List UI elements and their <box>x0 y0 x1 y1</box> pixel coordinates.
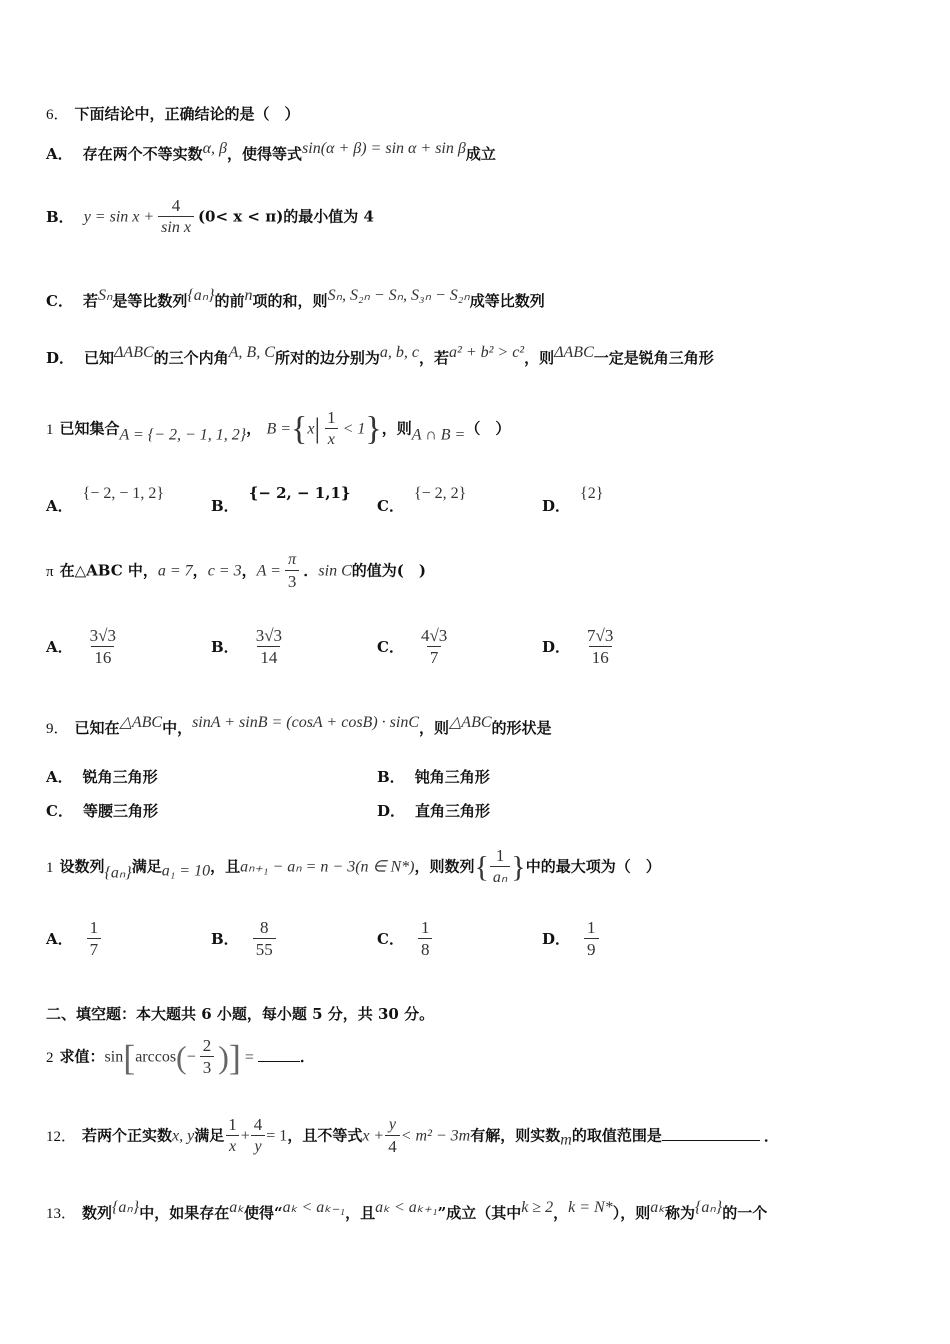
question-6-option-c <box>46 285 545 311</box>
option-value: {− 2, − 1,1} <box>248 484 351 502</box>
question-text: 设数列 <box>59 857 105 876</box>
question-text: ， <box>553 1204 569 1222</box>
option-label: A． <box>46 637 73 656</box>
question-text: ， <box>241 561 257 580</box>
question-number: 9． <box>46 721 69 737</box>
fraction-denominator: y <box>251 1135 264 1158</box>
option-label: B． <box>211 637 239 656</box>
fraction-numerator: 1 <box>89 918 99 937</box>
question-7-option-d[interactable] <box>542 482 604 515</box>
question-text: ，则数列 <box>414 857 475 876</box>
fraction-denominator: 16 <box>589 646 612 669</box>
question-13-stem <box>46 1197 767 1223</box>
fraction-denominator: 8 <box>418 938 433 961</box>
question-text: 的形状是 <box>491 719 552 737</box>
option-text: 的前 <box>214 292 245 310</box>
fraction-denominator: 3 <box>285 570 300 593</box>
question-6-option-d <box>46 344 714 368</box>
option-label: A． <box>46 497 73 515</box>
fraction-denominator: 7 <box>427 646 442 669</box>
fraction <box>87 918 102 961</box>
question-number: 13． <box>46 1206 77 1222</box>
question-7-option-a[interactable] <box>46 482 165 515</box>
question-9-option-b[interactable] <box>377 766 490 787</box>
option-label: A． <box>46 145 73 163</box>
question-10-option-b[interactable] <box>211 918 280 961</box>
math-expr: {aₙ} <box>187 287 215 304</box>
question-8-option-b[interactable] <box>211 626 289 669</box>
question-7-option-b[interactable] <box>211 482 351 515</box>
option-value: {− 2, − 1, 2} <box>82 485 165 502</box>
math-expr: x, y <box>172 1127 195 1145</box>
option-text: 项的和，则 <box>252 292 328 310</box>
math-expr: sinA + sinB = (cosA + cosB) · sinC <box>192 714 419 731</box>
math-expr: aₖ < aₖ₋₁ <box>282 1199 346 1216</box>
fraction-numerator: 4 <box>253 1115 263 1134</box>
question-text: 中的最大项为（ ） <box>525 857 661 876</box>
fraction-denominator: sin x <box>158 216 194 239</box>
math-expr: + <box>240 1127 250 1145</box>
question-text: ． <box>303 561 319 580</box>
question-6-stem <box>46 103 300 124</box>
fraction-denominator: 9 <box>584 938 599 961</box>
option-text: 成立 <box>465 145 496 163</box>
question-text: ，且 <box>210 857 241 876</box>
question-number: 6． <box>46 107 69 123</box>
fraction-numerator: 1 <box>495 846 505 865</box>
question-8-stem <box>46 550 426 593</box>
bar: | <box>314 413 321 445</box>
question-text: 的值为( ) <box>351 561 426 580</box>
question-8-option-a[interactable] <box>46 626 123 669</box>
math-expr: < m² − 3m <box>400 1127 471 1145</box>
question-6-option-b <box>46 196 374 239</box>
option-text: 若 <box>82 292 98 310</box>
math-expr: A = <box>256 562 281 580</box>
question-7-stem <box>46 408 510 451</box>
math-expr: A = {− 2, − 1, 1, 2} <box>119 426 247 444</box>
option-label: A． <box>46 929 73 948</box>
question-text: 的取值范围是 <box>571 1126 662 1145</box>
fraction <box>87 626 119 669</box>
option-label: C． <box>377 497 404 515</box>
option-label: B． <box>377 768 405 786</box>
option-label: C． <box>377 637 404 656</box>
brace-right: } <box>511 850 526 884</box>
math-expr: arccos <box>135 1048 177 1066</box>
fraction-numerator: y <box>388 1116 397 1133</box>
paren-left: ( <box>176 1039 187 1075</box>
answer-blank[interactable] <box>662 1140 760 1141</box>
fraction <box>253 918 276 961</box>
fraction <box>253 626 285 669</box>
fraction-numerator: 7√3 <box>587 626 614 645</box>
fraction-numerator: 3√3 <box>255 626 283 645</box>
math-expr: ΔABC <box>554 344 594 361</box>
option-label: D． <box>542 929 571 948</box>
option-label: C． <box>46 802 73 820</box>
math-expr: B = <box>266 420 292 438</box>
question-text: 中，如果存在 <box>139 1204 230 1222</box>
option-text: 成等比数列 <box>469 292 545 310</box>
fraction-numerator: 1 <box>327 408 336 427</box>
math-expr: {aₙ} <box>112 1199 140 1216</box>
question-text: ， <box>246 419 262 438</box>
question-text: ． <box>299 1047 315 1066</box>
math-expr: Sₙ, S₂ₙ − Sₙ, S₃ₙ − S₂ₙ <box>327 287 470 304</box>
fraction-numerator: 2 <box>202 1036 212 1055</box>
option-text: 一定是锐角三角形 <box>593 349 714 367</box>
fraction-denominator: 7 <box>87 938 102 961</box>
fraction <box>584 626 616 669</box>
fraction <box>385 1115 400 1158</box>
math-expr: a² + b² > c² <box>449 344 525 361</box>
option-text: 的三个内角 <box>153 349 229 367</box>
math-expr: aₖ < aₖ₊₁ <box>375 1199 438 1216</box>
math-expr: < 1 <box>342 420 366 438</box>
question-text: ，则 <box>418 719 449 737</box>
option-text: ，若 <box>419 349 450 367</box>
question-7-option-c[interactable] <box>377 482 467 515</box>
question-text: 求值： <box>59 1047 105 1066</box>
fraction <box>490 846 510 889</box>
option-label: C． <box>377 929 404 948</box>
fraction <box>285 550 300 593</box>
question-text: ），则 <box>612 1204 651 1222</box>
question-text: ，且 <box>345 1204 376 1222</box>
option-label: B． <box>211 929 239 948</box>
fraction-denominator: aₙ <box>490 866 510 889</box>
option-text: 钝角三角形 <box>414 768 490 786</box>
option-text: 等腰三角形 <box>82 802 158 820</box>
question-text: 已知在 <box>74 719 120 737</box>
section-2-heading: 二、填空题：本大题共 6 小题，每小题 5 分，共 30 分。 <box>46 1005 435 1023</box>
question-12-stem <box>46 1115 779 1158</box>
fraction-numerator: π <box>288 551 297 568</box>
brace-left: { <box>291 410 308 448</box>
option-text: ，使得等式 <box>227 145 303 163</box>
question-text: 已知集合 <box>59 419 120 438</box>
fraction <box>158 196 194 239</box>
question-9-option-d[interactable] <box>377 800 490 821</box>
math-expr: = 1 <box>266 1127 288 1145</box>
question-text: 满足 <box>194 1126 225 1145</box>
fraction-numerator: 1 <box>587 918 596 937</box>
question-text: ”成立（其中 <box>437 1204 522 1222</box>
option-label: C． <box>46 292 73 310</box>
math-expr: {aₙ} <box>695 1199 723 1216</box>
math-expr: A, B, C <box>228 344 275 361</box>
fraction <box>418 918 433 961</box>
option-label: D． <box>377 802 406 820</box>
math-expr: α, β <box>202 140 228 157</box>
option-label: B． <box>211 497 239 515</box>
option-text: 存在两个不等实数 <box>82 145 203 163</box>
option-text: (0< x < π)的最小值为 4 <box>197 207 374 226</box>
fraction-denominator: 55 <box>253 938 276 961</box>
math-expr: x + <box>362 1127 385 1145</box>
paren-right: ) <box>218 1039 229 1075</box>
fraction <box>584 918 599 961</box>
option-text: 已知 <box>84 349 115 367</box>
question-text: （ ） <box>465 419 511 438</box>
answer-blank[interactable] <box>258 1061 300 1062</box>
option-text: 锐角三角形 <box>82 768 158 786</box>
fraction <box>200 1036 215 1079</box>
fraction-denominator: x <box>226 1135 239 1158</box>
question-9-option-a[interactable] <box>46 766 158 787</box>
question-text: 数列 <box>82 1204 113 1222</box>
question-number: 2 <box>46 1049 54 1066</box>
brace-left: { <box>474 850 489 884</box>
fraction <box>225 1115 240 1158</box>
math-expr: sin C <box>318 562 352 580</box>
option-label: D． <box>542 497 571 515</box>
math-expr: y = sin x + <box>83 208 155 226</box>
option-text: ，则 <box>524 349 555 367</box>
question-text: 若两个正实数 <box>82 1126 173 1145</box>
question-text: 使得“ <box>244 1204 283 1222</box>
fraction <box>251 1115 266 1158</box>
math-expr: a, b, c <box>379 344 419 361</box>
option-label: B． <box>46 207 74 226</box>
fraction-denominator: 16 <box>91 646 114 669</box>
option-value: {2} <box>580 485 604 502</box>
brace-right: } <box>365 410 382 448</box>
math-expr: aₖ <box>650 1199 666 1216</box>
question-number: 12． <box>46 1128 77 1145</box>
math-expr: − <box>186 1048 196 1066</box>
math-expr: A ∩ B = <box>411 426 466 444</box>
fraction <box>418 626 450 669</box>
math-expr: n <box>244 287 253 304</box>
question-text: 满足 <box>131 857 162 876</box>
bracket-right: ] <box>228 1037 241 1078</box>
fraction-denominator: 3 <box>200 1056 215 1079</box>
question-10-option-d[interactable] <box>542 918 603 961</box>
math-expr: Sₙ <box>97 287 113 304</box>
math-expr: △ABC <box>449 714 492 731</box>
question-9-stem <box>46 712 552 738</box>
option-text: 是等比数列 <box>112 292 188 310</box>
math-expr: {aₙ} <box>104 864 132 882</box>
option-label: D． <box>542 637 571 656</box>
question-text: 在△ABC 中， <box>59 561 158 580</box>
math-expr: k = N* <box>568 1199 613 1216</box>
question-number: 1 <box>46 421 54 438</box>
fraction-numerator: 8 <box>259 918 269 937</box>
math-expr: △ABC <box>119 714 163 731</box>
question-text: 称为 <box>665 1204 696 1222</box>
option-label: A． <box>46 768 73 786</box>
math-expr: aₙ₊₁ − aₙ = n − 3(n ∈ N*) <box>240 858 415 876</box>
math-expr: sin <box>104 1048 124 1066</box>
question-text: ，则 <box>381 419 412 438</box>
option-text: 所对的边分别为 <box>274 349 380 367</box>
option-text: 直角三角形 <box>415 802 491 820</box>
question-8-option-d[interactable] <box>542 626 620 669</box>
math-expr: sin(α + β) = sin α + sin β <box>302 140 466 157</box>
question-text: 有解，则实数 <box>470 1126 561 1145</box>
question-text: 下面结论中，正确结论的是（ ） <box>74 105 300 123</box>
fraction-denominator: x <box>325 428 338 451</box>
math-expr: = <box>244 1048 254 1066</box>
question-text: ，且不等式 <box>287 1126 363 1145</box>
question-11-stem <box>46 1036 315 1079</box>
math-expr: m <box>560 1131 572 1149</box>
question-text: ． <box>763 1126 779 1145</box>
fraction-denominator: 14 <box>257 646 280 669</box>
math-expr: a₁ = 10 <box>161 862 211 880</box>
question-10-stem <box>46 846 661 889</box>
option-label: D． <box>46 349 75 367</box>
question-9-option-c[interactable] <box>46 800 158 821</box>
math-expr: x <box>307 420 315 438</box>
question-text: 的一个 <box>722 1204 768 1222</box>
math-expr: k ≥ 2 <box>521 1199 554 1216</box>
fraction-numerator: 3√3 <box>89 626 116 645</box>
fraction-numerator: 4 <box>171 196 181 215</box>
math-expr: c = 3 <box>207 562 242 580</box>
fraction-denominator: 4 <box>385 1135 400 1158</box>
question-number: 1 <box>46 859 54 876</box>
fraction-numerator: 1 <box>420 918 430 937</box>
question-6-option-a <box>46 140 496 164</box>
question-text: 中， <box>162 719 193 737</box>
fraction <box>324 408 339 451</box>
math-expr: ΔABC <box>114 344 154 361</box>
option-value: {− 2, 2} <box>413 485 467 502</box>
fraction-numerator: 4√3 <box>420 626 448 645</box>
question-10-option-a[interactable] <box>46 918 105 961</box>
bracket-left: [ <box>123 1037 136 1078</box>
fraction-numerator: 1 <box>228 1115 237 1134</box>
math-expr: aₖ <box>229 1199 245 1216</box>
question-8-option-c[interactable] <box>377 626 454 669</box>
question-text: ， <box>192 561 208 580</box>
question-10-option-c[interactable] <box>377 918 436 961</box>
question-number: π <box>46 563 54 580</box>
math-expr: a = 7 <box>157 562 193 580</box>
